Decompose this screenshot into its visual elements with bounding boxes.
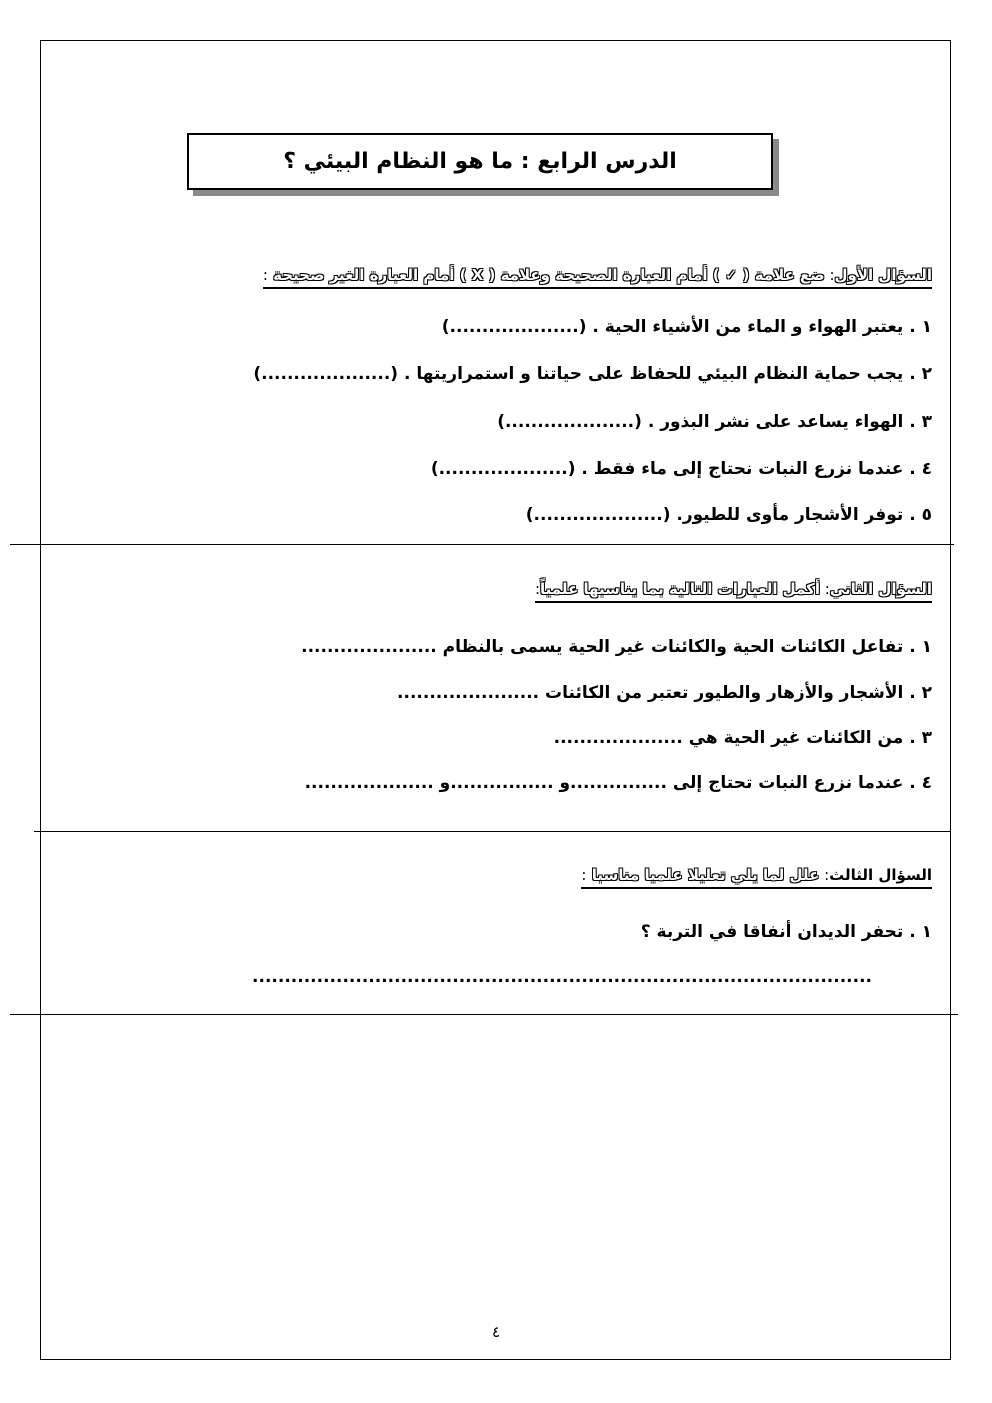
q1-item-3: ٣ . الهواء يساعد على نشر البذور . (....................) [497,412,932,432]
q1-item-5: ٥ . توفر الأشجار مأوى للطيور. (....................) [525,505,932,525]
q1-label: السؤال الأول [834,266,932,284]
q3-instruction: علل لما يلي تعليلا علميا مناسبا [591,866,820,884]
q1-colon: : [262,266,268,284]
q3-answer-line: ................................................................................................ [252,967,872,987]
q3-heading: السؤال الثالث: علل لما يلي تعليلا علميا مناسبا : [581,866,932,889]
lesson-title: الدرس الرابع : ما هو النظام البيئي ؟ [283,149,677,174]
q2-instruction: أكمل العبارات التالية بما يناسبها علمياً [540,580,820,598]
q2-label: السؤال الثاني [829,580,932,598]
q1-item-4: ٤ . عندما نزرع النبات نحتاج إلى ماء فقط . (....................) [430,459,932,479]
page-number: ٤ [491,1323,501,1341]
q3-label: السؤال الثالث [829,866,932,884]
section-divider-2 [34,831,950,832]
q1-item-2: ٢ . يجب حماية النظام البيئي للحفاظ على حياتنا و استمراريتها . (....................) [253,364,932,384]
q2-colon: : [534,580,541,598]
section-divider-3 [10,1014,958,1015]
q1-instruction: ضع علامة ( ✓ ) أمام العبارة الصحيحة وعلامة ( X ) أمام العبارة الغير صحيحة [273,266,825,284]
q2-item-4: ٤ . عندما نزرع النبات تحتاج إلى ...............و ................و .................... [304,773,932,793]
lesson-title-box [187,133,773,190]
q2-item-2: ٢ . الأشجار والأزهار والطيور تعتبر من الكائنات ...................... [397,683,932,703]
section-divider-1 [10,544,954,545]
q1-heading: السؤال الأول: ضع علامة ( ✓ ) أمام العبارة الصحيحة وعلامة ( X ) أمام العبارة الغير صحيحة : [263,266,932,289]
q2-heading: السؤال الثاني: أكمل العبارات التالية بما يناسبها علمياً: [535,580,932,603]
q3-item-1: ١ . تحفر الديدان أنفاقا في التربة ؟ [640,922,932,942]
q2-item-1: ١ . تفاعل الكائنات الحية والكائنات غير الحية يسمى بالنظام ..................... [301,637,932,657]
q2-item-3: ٣ . من الكائنات غير الحية هي .................... [553,728,932,748]
q1-item-1: ١ . يعتبر الهواء و الماء من الأشياء الحية . (....................) [441,317,932,337]
q3-colon: : [581,866,587,884]
